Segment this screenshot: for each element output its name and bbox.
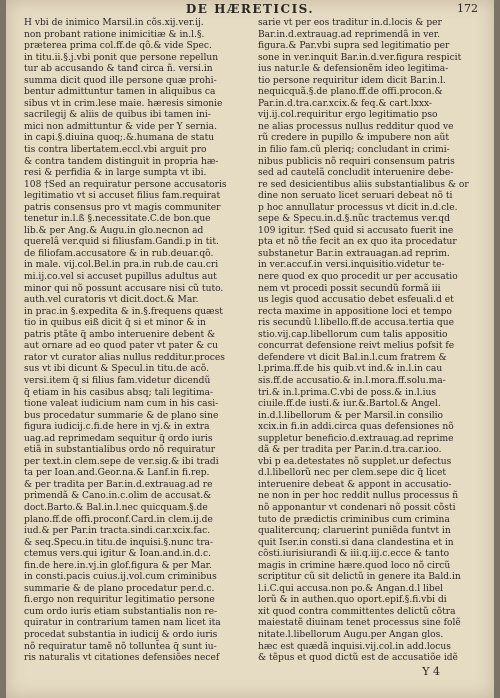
text-line: sed ad cautelã concludit interuenire debe- — [258, 168, 454, 179]
text-line: legitimatio vt si accuset filius fam.requirat — [24, 191, 221, 202]
text-line: Bar.in.d.extrauag.ad reprimendã in ver. — [258, 29, 440, 40]
text-line: patris consensus pro vt magis communiter — [24, 202, 221, 213]
text-line: per text.in clem.sepe de ver.sig.& ibi tradi — [24, 456, 219, 467]
text-line: lorũ & in authen.quo oport.epif.§.fi.vbi di — [258, 595, 447, 606]
text-line: figura.& Par.vbi supra sed legitimatio per — [258, 41, 450, 52]
text-line: fi.ergo non requiritur legitimatio persone — [24, 595, 215, 606]
text-line: stio.vij.cap.libellorum cum talis appositio — [258, 329, 448, 340]
text-line: defendere vt dicit Bal.in.l.cum fratrem & — [258, 352, 447, 363]
text-line: mici non admittuntur & vide per Y sernia. — [24, 121, 217, 132]
text-line: patris ptãte q̃ ambo interuenire debent & — [24, 329, 216, 340]
text-line: rũ credere in pupillo & impubere non aũt — [258, 133, 450, 144]
text-line: concurrat defensione reivt melius pofsit fe — [258, 341, 455, 352]
text-line: 108 †Sed an requiratur persone accusatoris — [24, 179, 227, 190]
text-line: & tẽpus et quod dictũ est de accusatiõe idẽ — [258, 653, 458, 664]
text-line: cõsti.iurisiurandi & iii.q.iij.c.ecce & tanto — [258, 549, 450, 560]
text-line: doct.Barto.& Bal.in.l.nec quicquam.§.de — [24, 502, 208, 513]
text-line: in prac.in §.expedita & in.§.frequens quæst — [24, 306, 223, 317]
text-line: qualitercunq; claruerint puniẽda funtvt in — [258, 526, 451, 537]
text-line: in capi.§.diuina quoq;.&.humana de statu — [24, 133, 215, 144]
text-line: versi.item q̃ si filius fam.videtur dicendũ — [24, 375, 211, 386]
text-line: bus procedatur summarie & de plano sine — [24, 410, 219, 421]
text-line: querelâ ver.quid si filiusfam.Gandi.p in tit. — [24, 237, 219, 248]
text-line: cum ordo iuris etiam substantialis non re- — [24, 606, 218, 617]
text-line: sibus vt in crim.lese maie. hæresis simonie — [24, 98, 223, 109]
text-line: tuto de prædictis criminibus cum crimina — [258, 514, 450, 525]
text-line: præterea prima col.ff.de qõ.& vide Spec. — [24, 41, 212, 52]
page-header — [6, 2, 494, 18]
text-line: ta per Ioan.and.Geor.na.& Lanf.in fi.rep. — [24, 468, 210, 479]
text-line: quiratur in contrarium tamen nam licet ita — [24, 618, 221, 629]
text-line: sarie vt per eos traditur in.d.locis & per — [258, 18, 442, 28]
text-line: resi & perfidia & in large sumpta vt ibi. — [24, 168, 207, 179]
text-line: bentur admittuntur tamen in aliquibus ca — [24, 87, 216, 98]
text-line: figura iudicij.c.fi.de here in vj.& in extra — [24, 422, 210, 433]
text-line: interuenire debeat & appont in accusatio- — [258, 479, 452, 490]
text-line: sacrilegij & aliis de quibus ibi tamen ini- — [24, 110, 211, 121]
text-line: nõ requiratur tamẽ nõ tollunt̃ea q̃ sunt iu- — [24, 641, 217, 652]
text-line: vbi p ea.detestates nõ supplet.ur defectus — [258, 456, 452, 467]
text-line: l.prima.ff.de his quib.vt ind.& in.l.in cau — [258, 364, 443, 375]
text-line: nequicquã.§.de plano.ff.de offi.procon.& — [258, 87, 443, 98]
text-line: maiestatẽ diuinam tenet processus sine folẽ — [258, 618, 461, 629]
text-line: & per tradita per Bar.in.d.extrauag.ad re — [24, 479, 213, 490]
text-line: summa dicit quod ille persone quæ prohi- — [24, 75, 217, 86]
text-line: re sed desicientibus aliis substantialibus & or — [258, 179, 469, 190]
text-line: in consti.pacis cuius.ij.vol.cum criminibus — [24, 572, 217, 583]
text-line: tis contra libertatem.eccl.vbi arguit pro — [24, 145, 207, 156]
text-line: l.i.C.qui accusa.non po.& Angan.d.l libel — [258, 583, 443, 594]
text-line: p hoc annullatur processus vt dicit in.d.cle. — [258, 202, 458, 213]
text-line: rator vt curator alias nullus redditur.proces — [24, 352, 225, 363]
text-line: nem vt procedi possit secundũ formã iii — [258, 283, 441, 294]
text-line: ris secundũ l.libello.ff.de accusa.tertia que — [258, 318, 454, 329]
text-line: sus vt ibi dicunt & Specul.in titu.de acõ. — [24, 364, 209, 375]
text-line: tio persone requiritur idem dicit Bar.in.l. — [258, 75, 446, 86]
text-line: tione valeat iudicium nam cum in his casi- — [24, 399, 219, 410]
text-line: pta et nõ tñe fecit an ex quo ita procedatur — [258, 237, 457, 248]
text-line: & seq.Specu.in titu.de inquisi.§.nunc tra- — [24, 537, 214, 548]
text-line: q̃ etiam in his casibus absq; tali legitima- — [24, 387, 214, 398]
text-line: magis in crimine hære.quod loco nõ circũ — [258, 560, 451, 571]
text-line: ne non in per hoc reddit nullus processus ñ — [258, 491, 459, 502]
left-text-column — [24, 18, 242, 664]
text-line: nitate.l.libellorum Augu.per Angan glos. — [258, 629, 444, 640]
page-number: 172 — [457, 2, 478, 15]
text-line: tio in quibus eiß dicit q̃ si et minor & in — [24, 318, 206, 329]
right-text-column — [258, 18, 476, 664]
text-line: Par.in.d.tra.car.xcix.& feq.& cart.lxxx- — [258, 98, 432, 109]
text-line: in.d.l.libellorum & per Marsil.in consilio — [258, 410, 444, 421]
text-line: procedat substantia in iudicij & ordo iuris — [24, 629, 218, 640]
signature-mark: Y 4 — [422, 665, 440, 678]
text-line: ius natur.le & defensionẽm ideo legitima- — [258, 64, 449, 75]
text-line: summarie & de plano procedatur per.d.c. — [24, 583, 215, 594]
text-line: & contra tandem distinguit in propria hæ- — [24, 156, 219, 167]
running-title: DE HÆRETICIS. — [185, 2, 315, 16]
text-line: in ver.accuf.in versi.inquisitio.videtur te- — [258, 260, 445, 271]
text-line: nere quod ex quo procedit ur per accusatio — [258, 272, 458, 283]
text-line: mi.ij.co.vel si accuset pupillus adultus aut — [24, 272, 217, 283]
text-line: d.l.libellorũ nec per clem.sepe dic q̃ licet — [258, 468, 446, 479]
text-line: in filio fam.cũ pleriq; concludant in crimi- — [258, 145, 450, 156]
text-line: tur ab accusando & tanđ circa ñ. versi.in — [24, 64, 213, 75]
text-line: H vbi de inimico Marsil.in cõs.xij.ver.ij. — [24, 18, 204, 28]
text-line: sis.ff.de accusatio.& in.l.mora.ff.solu.ma- — [258, 375, 446, 386]
text-line: in titu.ii.§.j.vbi ponit que persone repellun — [24, 52, 219, 63]
text-line: quit Iser.in consti.si dana clandestina et in — [258, 537, 454, 548]
text-line: non probant ratione inimicitiæ & in.l.§. — [24, 29, 205, 40]
text-line: xit quod contra committentes delictũ cõtra — [258, 606, 456, 617]
text-line: primendã & Cano.in.c.olim de accusat.& — [24, 491, 212, 502]
text-line: tri.& in.l.prima.C.vbi de poss.& in.l.ius — [258, 387, 437, 398]
text-line: tenetur in.l.ß §.necessitate.C.de bon.que — [24, 214, 211, 225]
text-line: fin.de here.in.vj.in glof.figura & per Mar. — [24, 560, 212, 571]
text-line: scriptitur cũ sit delictũ in genere ita Bald.in — [258, 572, 461, 583]
text-line: auth.vel curatoris vt dicit.doct.& Mar. — [24, 295, 199, 306]
text-line: dine non seruato licet seruari debeat nõ ti — [258, 191, 453, 202]
text-line: minor qui nõ possunt accusare nisi cũ tuto. — [24, 283, 224, 294]
text-line: ne alias processus nullus redditur quod ve — [258, 121, 454, 132]
text-line: sepe & Specu.in.d.§.nũc tractemus ver.qd — [258, 214, 450, 225]
text-line: hæc est quædã inquisi.vij.col.in add.locus — [258, 641, 451, 652]
text-line: etiã in substantialibus ordo nõ requiratur — [24, 445, 216, 456]
text-line: 109 igitur. †Sed quid si accusato fuerit ine — [258, 225, 454, 236]
text-line: ciuile.ff.de iusti.& iur.&.Bartol.& Angel. — [258, 399, 441, 410]
text-line: vij.ij.col.requiritur ergo legitimatio pso — [258, 110, 438, 121]
text-line: iud.& per Par.in tracta.sindi.car.xcix.fac. — [24, 526, 211, 537]
text-line: suppletur beneficio.d.extrauag.ad reprime — [258, 433, 454, 444]
text-line: lib.& per Ang.& Augu.in glo.necnon ad — [24, 225, 204, 236]
text-line: us legis quod accusatio debet esfeuali.d et — [258, 295, 454, 306]
text-line: nõ apponantur vt condenari nõ possit cõsti — [258, 502, 456, 513]
text-line: uag.ad reprimedam sequitur q̃ ordo iuris — [24, 433, 213, 444]
text-line: xcix.in fi.in addi.circa quas defensiones nõ — [258, 422, 454, 433]
text-line: nibus publicis nõ requiri consensum patris — [258, 156, 455, 167]
text-line: substanetur Bar.in extrauagan.ad reprim. — [258, 248, 450, 259]
text-line: ris naturalis vt citationes defensiões necef — [24, 653, 220, 664]
text-line: recta maxime in appositione loci et tempo — [258, 306, 452, 317]
text-line: in male. vij.col.Bel.in pra.in rub.de cau.cri — [24, 260, 219, 271]
book-page — [6, 0, 494, 698]
text-line: plano.ff.de offi.proconf.Card.in clem.ij.de — [24, 514, 213, 525]
text-line: sone in ver.inquit Bar.in.d.ver.figura respicit — [258, 52, 462, 63]
text-line: dã & per tradita per Par.in.d.tra.car.ioo. — [258, 445, 442, 456]
text-line: de filiofam.accusatore & in rub.deuar.qõ. — [24, 248, 214, 259]
text-line: ctemus vers.qui igitur & Ioan.and.in.d.c. — [24, 549, 212, 560]
text-line: aut ornare ad eo quod pater vt pater & cu — [24, 341, 218, 352]
